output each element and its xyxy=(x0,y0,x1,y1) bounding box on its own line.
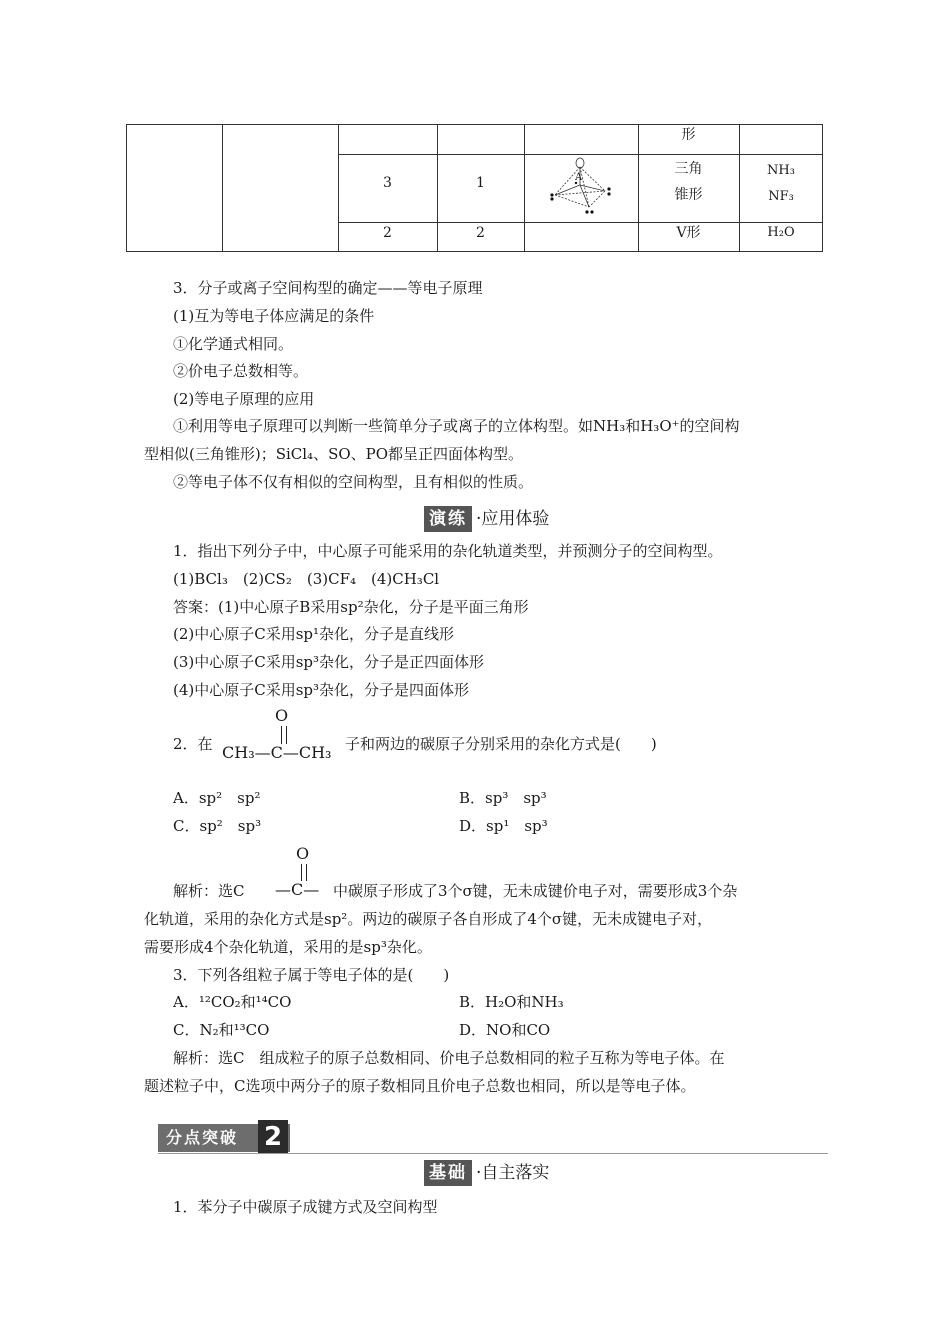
paragraph: ①化学通式相同。 xyxy=(173,335,294,353)
vsepr-table xyxy=(126,124,823,252)
analysis: 解析：选C xyxy=(173,882,245,900)
table-cell-shape-line2: 锥形 xyxy=(674,187,703,203)
basics-badge-suffix: ·自主落实 xyxy=(476,1163,550,1183)
option-c: C．sp² sp³ xyxy=(173,817,262,835)
table-col-divider xyxy=(524,125,525,251)
practice-badge-suffix: ·应用体验 xyxy=(476,509,550,529)
table-cell-shape-line1: 三角 xyxy=(674,161,703,177)
paragraph: (2)等电子原理的应用 xyxy=(173,390,315,408)
option-a: A．sp² sp² xyxy=(173,789,261,807)
carbonyl-formula: —C— xyxy=(275,880,320,899)
table-cell-shape: 形 xyxy=(681,127,696,143)
analysis: 需要形成4个杂化轨道，采用的是sp³杂化。 xyxy=(144,938,432,956)
table-cell-bonding: 3 xyxy=(383,175,392,191)
option-b: B．sp³ sp³ xyxy=(459,789,547,807)
question: 2．在 xyxy=(173,735,213,753)
answer: 答案：(1)中心原子B采用sp²杂化，分子是平面三角形 xyxy=(173,598,529,616)
carbonyl-oxygen: O xyxy=(296,844,310,863)
double-bond-icon xyxy=(281,726,287,744)
table-cell-shape: V形 xyxy=(676,225,701,241)
analysis: 中碳原子形成了3个σ键，无未成键价电子对，需要形成3个杂 xyxy=(333,882,738,900)
table-cell-example: H₂O xyxy=(767,225,795,240)
section-banner: 分点突破 xyxy=(158,1124,290,1152)
carbonyl-oxygen: O xyxy=(275,706,289,725)
basics-badge: 基础 xyxy=(424,1160,472,1186)
section-heading: 3．分子或离子空间构型的确定——等电子原理 xyxy=(173,279,483,297)
paragraph: ②等电子体不仅有相似的空间构型，且有相似的性质。 xyxy=(173,473,534,491)
analysis: 解析：选C 组成粒子的原子总数相同、价电子总数相同的粒子互称为等电子体。在 xyxy=(173,1049,725,1067)
option-c: C．N₂和¹³CO xyxy=(173,1021,270,1039)
table-cell-example2: NF₃ xyxy=(768,189,794,204)
table-cell-lone: 2 xyxy=(476,225,485,241)
answer: (4)中心原子C采用sp³杂化，分子是四面体形 xyxy=(173,681,470,699)
answer: (2)中心原子C采用sp¹杂化，分子是直线形 xyxy=(173,625,455,643)
trigonal-pyramid-diagram xyxy=(547,155,617,221)
section-item: 1．苯分子中碳原子成键方式及空间构型 xyxy=(173,1198,438,1216)
table-cell-example1: NH₃ xyxy=(767,163,795,178)
answer: (3)中心原子C采用sp³杂化，分子是正四面体形 xyxy=(173,653,485,671)
table-col-divider xyxy=(222,125,223,251)
diagram-center-label: A xyxy=(575,172,583,183)
question: 1．指出下列分子中，中心原子可能采用的杂化轨道类型，并预测分子的空间构型。 xyxy=(173,542,723,560)
question: 3．下列各组粒子属于等电子体的是( ) xyxy=(173,966,450,984)
option-a: A．¹²CO₂和¹⁴CO xyxy=(173,993,292,1011)
table-cell-lone: 1 xyxy=(476,175,485,191)
paragraph: ①利用等电子原理可以判断一些简单分子或离子的立体构型。如NH₃和H₃O⁺的空间构 xyxy=(173,417,740,435)
section-number: 2 xyxy=(258,1120,288,1154)
double-bond-icon xyxy=(301,864,307,881)
paragraph: (1)互为等电子体应满足的条件 xyxy=(173,307,375,325)
practice-badge: 演练 xyxy=(424,506,472,532)
option-d: D．NO和CO xyxy=(459,1021,551,1039)
paragraph: ②价电子总数相等。 xyxy=(173,362,309,380)
paragraph: 型相似(三角锥形)；SiCl₄、SO、PO都呈正四面体构型。 xyxy=(144,445,524,463)
analysis: 化轨道，采用的杂化方式是sp²。两边的碳原子各自形成了4个σ键，无未成键电子对， xyxy=(144,910,713,928)
option-b: B．H₂O和NH₃ xyxy=(459,993,564,1011)
section-divider xyxy=(158,1153,828,1154)
acetone-formula: CH₃—C—CH₃ xyxy=(222,743,332,762)
question: 子和两边的碳原子分别采用的杂化方式是( ) xyxy=(345,735,657,753)
table-cell-bonding: 2 xyxy=(383,225,392,241)
option-d: D．sp¹ sp³ xyxy=(459,817,548,835)
analysis: 题述粒子中，C选项中两分子的原子数相同且价电子总数也相同，所以是等电子体。 xyxy=(144,1077,696,1095)
question-options: (1)BCl₃ (2)CS₂ (3)CF₄ (4)CH₃Cl xyxy=(173,570,440,588)
